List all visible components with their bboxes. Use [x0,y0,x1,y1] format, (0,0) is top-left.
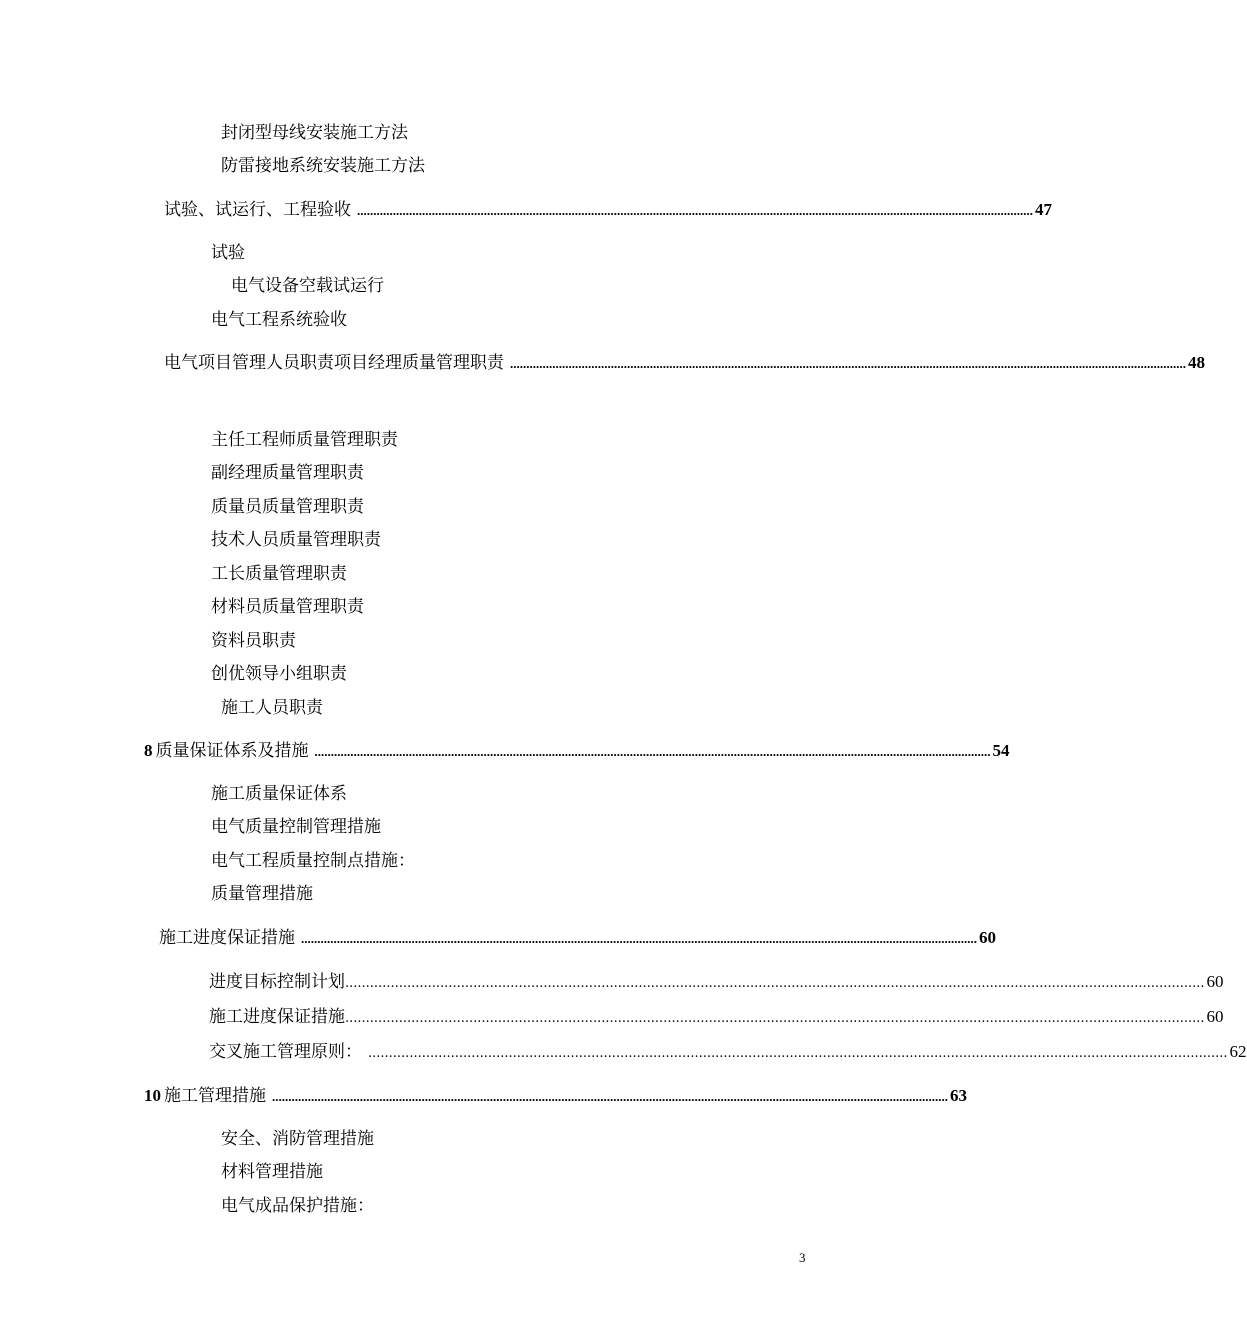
toc-page-number: 48 [1188,353,1205,372]
toc-entry-title: 施工管理措施 [164,1086,266,1106]
toc-subitem: 电气工程系统验收 [211,310,347,330]
toc-dot-leader: ................................................................................................................................................................................................................ [510,356,1186,371]
toc-page-number: 60 [1206,972,1224,991]
toc-subitem: 材料员质量管理职责 [211,597,364,617]
toc-entry-title: 质量保证体系及措施 [155,741,309,761]
toc-section-number: 8 [144,741,153,760]
toc-subitem: 资料员职责 [211,631,296,651]
toc-subitem: 主任工程师质量管理职责 [211,430,398,450]
toc-subitem: 电气工程质量控制点措施： [211,851,415,871]
toc-subentry[interactable] [209,1004,1224,1030]
toc-dot-leader: ................................................................................................................................................................................................................ [301,931,977,946]
toc-subitem: 试验 [211,243,245,263]
toc-page-number: 54 [992,741,1010,760]
toc-dot-leader: ................................................................................................................................................................................................................ [345,976,1205,991]
toc-entry-title: 施工进度保证措施 [209,1007,345,1027]
toc-subitem: 封闭型母线安装施工方法 [221,123,408,143]
toc-subentry[interactable] [209,969,1224,995]
toc-page-number: 60 [1206,1007,1224,1026]
toc-page-number: 47 [1035,200,1052,219]
toc-subentry[interactable] [209,1039,1247,1065]
toc-dot-leader: ................................................................................................................................................................................................................ [314,744,991,759]
toc-section-entry[interactable] [159,925,996,951]
toc-subitem: 副经理质量管理职责 [211,463,364,483]
toc-section-number: 10 [144,1086,161,1105]
toc-subitem: 质量员质量管理职责 [211,497,364,517]
toc-page-number: 62 [1229,1042,1247,1061]
toc-dot-leader: ................................................................................................................................................................................................................ [272,1089,948,1104]
toc-dot-leader: ................................................................................................................................................................................................................ [368,1046,1228,1061]
toc-subitem: 防雷接地系统安装施工方法 [221,156,425,176]
toc-subitem: 电气质量控制管理措施 [211,817,381,837]
toc-subitem: 施工人员职责 [221,698,323,718]
toc-section-entry[interactable] [164,197,1052,223]
toc-entry-title: 施工进度保证措施 [159,928,295,948]
toc-section-entry[interactable] [144,738,1010,764]
toc-section-entry[interactable] [164,350,1205,376]
toc-subitem: 工长质量管理职责 [211,564,347,584]
toc-subitem: 创优领导小组职责 [211,664,347,684]
toc-subitem: 安全、消防管理措施 [221,1129,374,1149]
toc-entry-title: 交叉施工管理原则： [209,1042,362,1062]
toc-page-number: 60 [979,928,996,947]
page-footer-number: 3 [799,1250,806,1265]
toc-subitem: 技术人员质量管理职责 [211,530,381,550]
toc-entry-title: 试验、试运行、工程验收 [164,200,351,220]
toc-dot-leader: ................................................................................................................................................................................................................ [357,203,1033,218]
toc-page-number: 63 [950,1086,967,1105]
toc-entry-title: 电气项目管理人员职责项目经理质量管理职责 [164,353,504,373]
toc-entry-title: 进度目标控制计划 [209,972,345,992]
toc-subitem: 电气设备空载试运行 [231,276,384,296]
toc-subitem: 电气成品保护措施： [221,1196,374,1216]
toc-dot-leader: ................................................................................................................................................................................................................ [345,1011,1205,1026]
toc-subitem: 施工质量保证体系 [211,784,347,804]
toc-section-entry[interactable] [144,1083,967,1109]
toc-subitem: 质量管理措施 [211,884,313,904]
toc-subitem: 材料管理措施 [221,1162,323,1182]
